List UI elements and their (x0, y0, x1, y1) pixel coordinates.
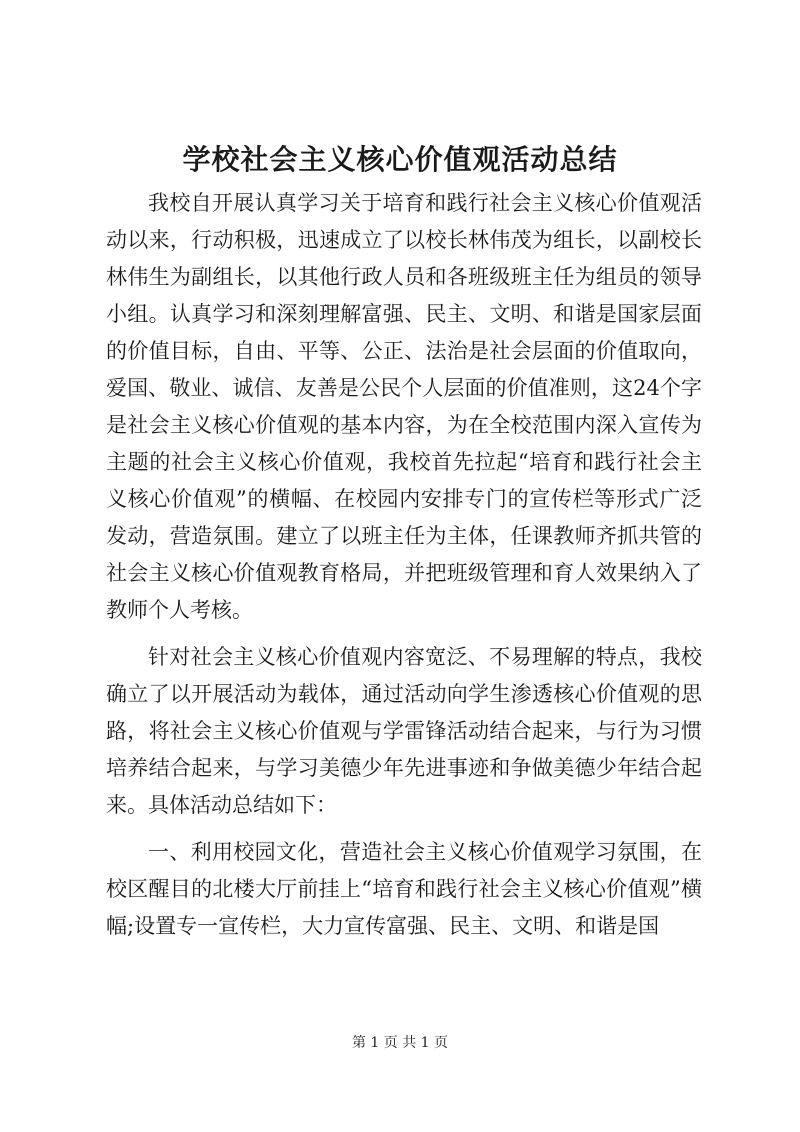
document-title: 学校社会主义核心价值观活动总结 (182, 143, 618, 176)
page-footer: 第 1 页 共 1 页 (351, 1035, 449, 1051)
paragraph: 我校自开展认真学习关于培育和践行社会主义核心价值观活动以来，行动积极，迅速成立了以校长林伟茂为组长，以副校长林伟生为副组长，以其他行政人员和各班级班主任为组员的领导小组。认真学习和深刻理解富强、民主、文明、和谐是国家层面的价值目标，自由、平等、公正、法治是社会层面的价值取向，爱国、敬业、诚信、友善是公民个人层面的价值准则，这24个字是社会主义核心价值观的基本内容，为在全校范围内深入宣传为主题的社会主义核心价值观，我校首先拉起“培育和践行社会主义核心价值观”的横幅、在校园内安排专门的宣传栏等形式广泛发动，营造氛围。建立了以班主任为主体，任课教师齐抓共管的社会主义核心价值观教育格局，并把班级管理和育人效果纳入了教师个人考核。 (106, 191, 702, 622)
paragraph: 一、利用校园文化，营造社会主义核心价值观学习氛围，在校区醒目的北楼大厅前挂上“培育和践行社会主义核心价值观”横幅;设置专一宣传栏，大力宣传富强、民主、文明、和谐是国 (106, 840, 702, 938)
paragraph: 针对社会主义核心价值观内容宽泛、不易理解的特点，我校确立了以开展活动为载体，通过活动向学生渗透核心价值观的思路，将社会主义核心价值观与学雷锋活动结合起来，与行为习惯培养结合起来，与学习美德少年先进事迹和争做美德少年结合起来。具体活动总结如下： (106, 645, 702, 817)
document-body (106, 185, 702, 955)
